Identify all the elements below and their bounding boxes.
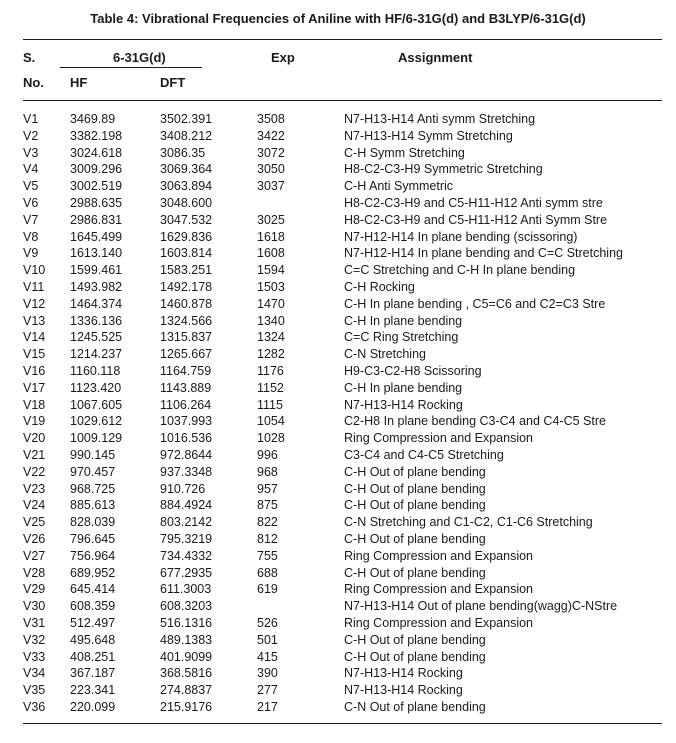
cell-no: V35 <box>23 683 46 698</box>
cell-assignment: C-H Out of plane bending <box>344 498 486 513</box>
cell-dft: 608.3203 <box>160 599 213 614</box>
cell-assignment: C=C Stretching and C-H In plane bending <box>344 263 576 278</box>
top-rule <box>23 39 662 40</box>
cell-assignment: C-H In plane bending <box>344 313 463 328</box>
cell-dft: 884.4924 <box>160 498 213 513</box>
cell-exp: 1503 <box>257 279 285 294</box>
cell-exp: 875 <box>257 498 278 513</box>
cell-dft: 1037.993 <box>160 414 213 429</box>
cell-exp: 957 <box>257 481 278 496</box>
cell-exp: 1324 <box>257 330 285 345</box>
cell-no: V25 <box>23 515 46 530</box>
cell-dft: 215.9176 <box>160 699 213 714</box>
cell-exp: 415 <box>257 649 278 664</box>
cell-dft: 937.3348 <box>160 464 213 479</box>
cell-dft: 3063.894 <box>160 179 213 194</box>
table-row <box>0 632 676 649</box>
table-row <box>0 581 676 598</box>
table-row <box>0 229 676 246</box>
cell-no: V9 <box>23 246 39 261</box>
cell-dft: 3408.212 <box>160 128 213 143</box>
cell-no: V11 <box>23 279 45 294</box>
cell-no: V29 <box>23 582 46 597</box>
cell-no: V36 <box>23 699 46 714</box>
cell-assignment: C-H Rocking <box>344 279 415 294</box>
cell-assignment: N7-H13-H14 Out of plane bending(wagg)C-NStre <box>344 599 618 614</box>
cell-assignment: C-H Out of plane bending <box>344 565 486 580</box>
cell-assignment: N7-H13-H14 Anti symm Stretching <box>344 112 536 126</box>
table-row <box>0 212 676 229</box>
cell-dft: 1164.759 <box>160 363 212 378</box>
table-row <box>0 464 676 481</box>
cell-assignment: C-N Stretching <box>344 347 426 362</box>
cell-hf: 1613.140 <box>70 246 123 261</box>
cell-dft: 274.8837 <box>160 683 213 698</box>
cell-no: V13 <box>23 313 46 328</box>
cell-hf: 3024.618 <box>70 145 123 160</box>
cell-hf: 367.187 <box>70 666 116 681</box>
table-row <box>0 363 676 380</box>
cell-hf: 796.645 <box>70 531 116 546</box>
cell-no: V4 <box>23 162 39 177</box>
cell-no: V16 <box>23 363 46 378</box>
cell-dft: 401.9099 <box>160 649 213 664</box>
cell-assignment: H8-C2-C3-H9 and C5-H11-H12 Anti symm stre <box>344 195 603 210</box>
table-row <box>0 649 676 666</box>
cell-no: V34 <box>23 666 46 681</box>
table-row <box>0 195 676 212</box>
cell-hf: 1645.499 <box>70 229 123 244</box>
cell-hf: 3382.198 <box>70 128 123 143</box>
cell-no: V33 <box>23 649 46 664</box>
cell-hf: 990.145 <box>70 447 116 462</box>
table-title: Table 4: Vibrational Frequencies of Aniline with HF/6-31G(d) and B3LYP/6-31G(d) <box>90 11 586 26</box>
cell-hf: 756.964 <box>70 548 116 563</box>
cell-dft: 3086.35 <box>160 145 206 160</box>
table-row <box>0 665 676 682</box>
cell-hf: 223.341 <box>70 683 116 698</box>
cell-hf: 3469.89 <box>70 112 116 126</box>
cell-assignment: C=C Ring Stretching <box>344 330 459 345</box>
table-row <box>0 514 676 531</box>
bottom-rule <box>23 723 662 724</box>
cell-dft: 1603.814 <box>160 246 213 261</box>
cell-no: V7 <box>23 212 39 227</box>
cell-dft: 1016.536 <box>160 431 213 446</box>
table-row <box>0 699 676 716</box>
table-row <box>0 128 676 145</box>
cell-no: V21 <box>23 447 46 462</box>
cell-no: V20 <box>23 431 46 446</box>
cell-dft: 516.1316 <box>160 615 213 630</box>
table-body <box>0 111 676 716</box>
cell-dft: 910.726 <box>160 481 206 496</box>
cell-hf: 1336.136 <box>70 313 123 328</box>
cell-exp: 390 <box>257 666 278 681</box>
cell-hf: 1214.237 <box>70 347 123 362</box>
table-row <box>0 598 676 615</box>
header-rule <box>23 100 662 101</box>
cell-exp: 1282 <box>257 347 285 362</box>
cell-dft: 734.4332 <box>160 548 213 563</box>
cell-dft: 1460.878 <box>160 296 213 311</box>
cell-no: V30 <box>23 599 46 614</box>
basis-group-underline <box>60 67 202 68</box>
table-row <box>0 615 676 632</box>
cell-hf: 885.613 <box>70 498 116 513</box>
cell-assignment: C-H In plane bending , C5=C6 and C2=C3 Stre <box>344 296 606 311</box>
cell-exp: 755 <box>257 548 278 563</box>
cell-exp: 688 <box>257 565 278 580</box>
cell-exp: 1115 <box>257 397 283 412</box>
table-row <box>0 548 676 565</box>
cell-no: V8 <box>23 229 39 244</box>
cell-hf: 828.039 <box>70 515 116 530</box>
table-row <box>0 178 676 195</box>
cell-dft: 803.2142 <box>160 515 213 530</box>
cell-dft: 1106.264 <box>160 397 212 412</box>
table-row <box>0 245 676 262</box>
cell-assignment: N7-H13-H14 Rocking <box>344 397 463 412</box>
cell-dft: 611.3003 <box>160 582 212 597</box>
cell-hf: 1123.420 <box>70 380 122 395</box>
cell-assignment: C-H Out of plane bending <box>344 464 486 479</box>
cell-dft: 489.1383 <box>160 632 213 647</box>
cell-dft: 368.5816 <box>160 666 213 681</box>
cell-assignment: Ring Compression and Expansion <box>344 615 533 630</box>
cell-dft: 677.2935 <box>160 565 213 580</box>
cell-exp: 3037 <box>257 179 285 194</box>
cell-no: V24 <box>23 498 46 513</box>
cell-no: V27 <box>23 548 46 563</box>
header-exp: Exp <box>271 50 295 65</box>
cell-exp: 3422 <box>257 128 285 143</box>
cell-no: V3 <box>23 145 39 160</box>
cell-no: V2 <box>23 128 39 143</box>
cell-hf: 1009.129 <box>70 431 123 446</box>
table-row <box>0 279 676 296</box>
cell-no: V31 <box>23 615 46 630</box>
cell-assignment: C2-H8 In plane bending C3-C4 and C4-C5 Stre <box>344 414 606 429</box>
cell-exp: 277 <box>257 683 278 698</box>
cell-hf: 1160.118 <box>70 363 121 378</box>
cell-hf: 1464.374 <box>70 296 123 311</box>
cell-no: V15 <box>23 347 46 362</box>
cell-dft: 3069.364 <box>160 162 213 177</box>
cell-exp: 1470 <box>257 296 285 311</box>
cell-exp: 1618 <box>257 229 285 244</box>
cell-exp: 1608 <box>257 246 285 261</box>
cell-dft: 795.3219 <box>160 531 213 546</box>
cell-no: V23 <box>23 481 46 496</box>
cell-hf: 968.725 <box>70 481 116 496</box>
cell-exp: 1054 <box>257 414 285 429</box>
table-row <box>0 447 676 464</box>
table-row <box>0 565 676 582</box>
cell-hf: 2988.635 <box>70 195 123 210</box>
cell-exp: 619 <box>257 582 278 597</box>
cell-hf: 2986.831 <box>70 212 123 227</box>
cell-assignment: Ring Compression and Expansion <box>344 548 533 563</box>
cell-assignment: C-H Out of plane bending <box>344 481 486 496</box>
table-row <box>0 531 676 548</box>
table-row <box>0 682 676 699</box>
cell-dft: 1583.251 <box>160 263 213 278</box>
cell-hf: 689.952 <box>70 565 116 580</box>
cell-hf: 220.099 <box>70 699 116 714</box>
cell-exp: 526 <box>257 615 278 630</box>
cell-hf: 1067.605 <box>70 397 123 412</box>
cell-exp: 1176 <box>257 363 284 378</box>
cell-dft: 1629.836 <box>160 229 213 244</box>
cell-assignment: C3-C4 and C4-C5 Stretching <box>344 447 504 462</box>
cell-exp: 3025 <box>257 212 285 227</box>
cell-dft: 1492.178 <box>160 279 213 294</box>
cell-exp: 996 <box>257 447 278 462</box>
cell-dft: 3047.532 <box>160 212 213 227</box>
table-row <box>0 380 676 397</box>
cell-assignment: H8-C2-C3-H9 and C5-H11-H12 Anti Symm Stre <box>344 212 608 227</box>
cell-no: V10 <box>23 263 46 278</box>
cell-assignment: C-N Stretching and C1-C2, C1-C6 Stretching <box>344 515 593 530</box>
cell-assignment: C-H Out of plane bending <box>344 531 486 546</box>
cell-dft: 3048.600 <box>160 195 213 210</box>
cell-no: V32 <box>23 632 46 647</box>
cell-no: V28 <box>23 565 46 580</box>
cell-assignment: H9-C3-C2-H8 Scissoring <box>344 363 482 378</box>
cell-exp: 1152 <box>257 380 284 395</box>
cell-no: V17 <box>23 380 46 395</box>
table-row <box>0 329 676 346</box>
cell-dft: 1143.889 <box>160 380 212 395</box>
cell-no: V6 <box>23 195 39 210</box>
cell-assignment: N7-H12-H14 In plane bending (scissoring) <box>344 229 578 244</box>
cell-hf: 408.251 <box>70 649 116 664</box>
cell-hf: 512.497 <box>70 615 116 630</box>
cell-no: V1 <box>23 112 39 126</box>
cell-dft: 1315.837 <box>160 330 213 345</box>
cell-assignment: Ring Compression and Expansion <box>344 582 533 597</box>
cell-hf: 1493.982 <box>70 279 123 294</box>
cell-no: V14 <box>23 330 46 345</box>
cell-dft: 1265.667 <box>160 347 213 362</box>
table-row <box>0 145 676 162</box>
header-basis-group: 6-31G(d) <box>113 50 166 65</box>
header-no: No. <box>23 75 44 90</box>
cell-hf: 3009.296 <box>70 162 123 177</box>
cell-assignment: C-H Out of plane bending <box>344 632 486 647</box>
cell-exp: 968 <box>257 464 278 479</box>
header-assignment: Assignment <box>398 50 473 65</box>
table-row <box>0 262 676 279</box>
cell-no: V19 <box>23 414 46 429</box>
cell-assignment: C-N Out of plane bending <box>344 699 486 714</box>
cell-exp: 1028 <box>257 431 285 446</box>
cell-exp: 501 <box>257 632 278 647</box>
cell-exp: 822 <box>257 515 278 530</box>
cell-assignment: H8-C2-C3-H9 Symmetric Stretching <box>344 162 543 177</box>
cell-exp: 812 <box>257 531 278 546</box>
cell-no: V5 <box>23 179 39 194</box>
table-row <box>0 346 676 363</box>
table-row <box>0 497 676 514</box>
table-row <box>0 430 676 447</box>
cell-assignment: C-H In plane bending <box>344 380 463 395</box>
cell-assignment: Ring Compression and Expansion <box>344 431 533 446</box>
cell-hf: 608.359 <box>70 599 116 614</box>
table-row <box>0 111 676 128</box>
cell-hf: 1245.525 <box>70 330 123 345</box>
cell-no: V18 <box>23 397 46 412</box>
cell-hf: 1029.612 <box>70 414 123 429</box>
table-row <box>0 161 676 178</box>
cell-assignment: N7-H12-H14 In plane bending and C=C Stretching <box>344 246 623 261</box>
cell-assignment: N7-H13-H14 Rocking <box>344 666 463 681</box>
cell-no: V22 <box>23 464 46 479</box>
cell-dft: 1324.566 <box>160 313 213 328</box>
cell-dft: 972.8644 <box>160 447 213 462</box>
table-row <box>0 313 676 330</box>
table-row <box>0 397 676 414</box>
cell-exp: 3050 <box>257 162 285 177</box>
cell-exp: 217 <box>257 699 278 714</box>
cell-assignment: C-H Anti Symmetric <box>344 179 454 194</box>
header-hf: HF <box>70 75 88 90</box>
cell-hf: 3002.519 <box>70 179 123 194</box>
cell-exp: 3072 <box>257 145 285 160</box>
cell-hf: 645.414 <box>70 582 116 597</box>
cell-no: V26 <box>23 531 46 546</box>
table-row <box>0 481 676 498</box>
cell-exp: 3508 <box>257 112 285 126</box>
table-row <box>0 296 676 313</box>
header-s: S. <box>23 50 36 65</box>
cell-hf: 495.648 <box>70 632 116 647</box>
cell-assignment: C-H Out of plane bending <box>344 649 486 664</box>
header-dft: DFT <box>160 75 186 90</box>
cell-hf: 970.457 <box>70 464 116 479</box>
cell-assignment: C-H Symm Stretching <box>344 145 465 160</box>
cell-assignment: N7-H13-H14 Symm Stretching <box>344 128 513 143</box>
cell-assignment: N7-H13-H14 Rocking <box>344 683 463 698</box>
table-row <box>0 413 676 430</box>
cell-exp: 1340 <box>257 313 285 328</box>
cell-dft: 3502.391 <box>160 112 213 126</box>
cell-hf: 1599.461 <box>70 263 123 278</box>
cell-exp: 1594 <box>257 263 285 278</box>
cell-no: V12 <box>23 296 46 311</box>
